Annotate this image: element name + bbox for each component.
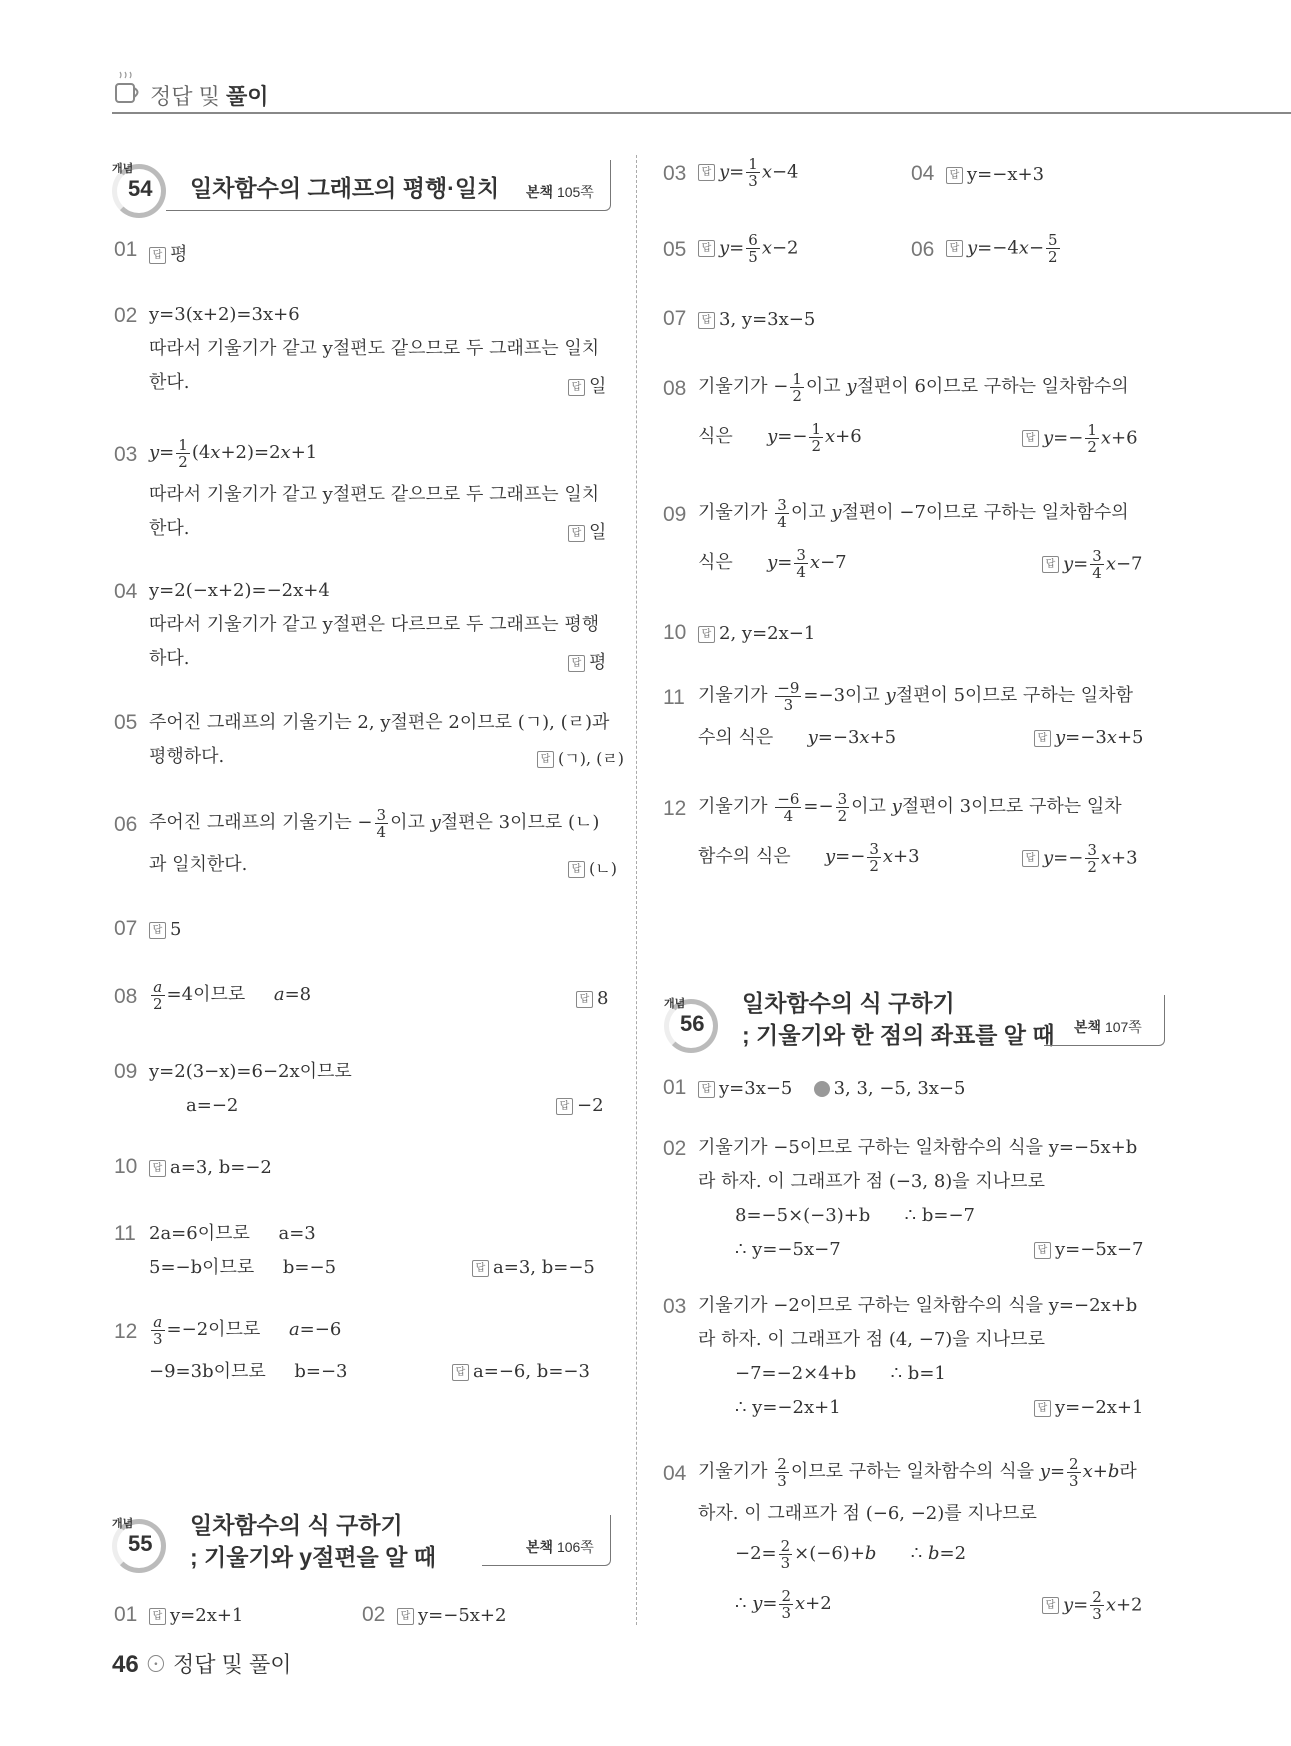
solution-line: −9=3b이므로 b=−3: [149, 1361, 348, 1382]
solution-line: 평행하다.: [149, 746, 225, 767]
answer: 답 y=−3x+5: [1034, 727, 1144, 748]
solution-line: 따라서 기울기가 같고 y절편도 같으므로 두 그래프는 일치: [149, 338, 600, 359]
section-label: 개념: [112, 1518, 134, 1530]
answer: 답 y= $\frac{1}{3}$ x−4: [698, 156, 799, 189]
solution-line: y= $\frac{1}{2}$ (4x+2)=2x+1: [149, 435, 318, 471]
question-number: 11: [663, 686, 685, 709]
question-number: 01: [663, 1076, 687, 1099]
answer: 답 y= $\frac{2}{3}$ x+2: [1042, 1589, 1143, 1622]
question-number: 07: [663, 307, 687, 330]
question-number: 04: [114, 580, 138, 603]
question-number: 10: [663, 621, 687, 644]
question-number: 01: [114, 238, 138, 261]
answer: 답 평: [568, 648, 606, 674]
answer: 답 5: [149, 919, 181, 940]
answer: 답 y=−5x+2: [397, 1605, 506, 1626]
answer: 답 평: [149, 240, 187, 266]
pencil-icon: [814, 1081, 830, 1097]
section-label: 개념: [664, 998, 686, 1010]
question-number: 11: [114, 1222, 136, 1245]
solution-line: 식은 y=− $\frac{1}{2}$ x+6: [698, 419, 862, 455]
section-54-header: [112, 160, 612, 220]
section-55-header: [112, 1512, 612, 1575]
solution-line: ∴ y=−2x+1: [735, 1397, 841, 1418]
answer: 답 y= $\frac{6}{5}$ x−2: [698, 232, 799, 265]
answer: 답 2, y=2x−1: [698, 623, 815, 644]
solution-line: $\frac{a}{2}$ =4이므로 a=8: [153, 977, 312, 1013]
solution-line: 한다.: [149, 372, 190, 393]
solution-line: 주어진 그래프의 기울기는 − $\frac{3}{4}$ 이고 y절편은 3이므로 (ㄴ): [149, 805, 600, 841]
section-subtitle: ; 기울기와 한 점의 좌표를 알 때: [742, 1022, 1055, 1048]
question-number: 03: [114, 443, 138, 466]
answer: 답 y=− $\frac{1}{2}$ x+6: [1022, 422, 1138, 455]
answer: 답 일: [568, 372, 606, 398]
section-rule: [166, 160, 611, 211]
cup-icon: [112, 70, 144, 110]
question-number: 03: [663, 1295, 687, 1318]
question-number: 12: [114, 1320, 138, 1343]
column-divider: [636, 155, 637, 1625]
answer: 답 a=3, b=−5: [472, 1257, 595, 1278]
solution-line: ∴ y= $\frac{2}{3}$ x+2: [735, 1586, 832, 1622]
section-number: 55: [128, 1531, 153, 1556]
answer: 답 a=3, b=−2: [149, 1157, 272, 1178]
solution-line: 한다.: [149, 518, 190, 539]
solution-line: a=−2: [186, 1095, 239, 1116]
section-56-header: [664, 990, 1164, 1055]
answer: 답 8: [576, 988, 608, 1009]
question-number: 09: [114, 1060, 138, 1083]
answer: 답 y=−x+3: [946, 164, 1044, 185]
section-page-ref: 본책 105쪽: [526, 184, 594, 200]
solution-line: y=2(−x+2)=−2x+4: [149, 580, 330, 601]
section-rule: [1044, 995, 1165, 1046]
answer: 답 −2: [556, 1095, 604, 1116]
solution-line: 5=−b이므로 b=−5: [149, 1257, 337, 1278]
question-number: 06: [911, 238, 935, 261]
section-number: 54: [128, 176, 153, 201]
question-number: 04: [911, 162, 935, 185]
question-number: 01: [114, 1603, 138, 1626]
solution-line: 기울기가 $\frac{3}{4}$ 이고 y절편이 −7이므로 구하는 일차함수의: [698, 495, 1129, 531]
solution-line: 하다.: [149, 648, 190, 669]
question-number: 02: [114, 304, 138, 327]
solution-line: 따라서 기울기가 같고 y절편도 같으므로 두 그래프는 일치: [149, 484, 600, 505]
header-rule: [112, 112, 1291, 114]
question-number: 08: [114, 985, 138, 1008]
solution-line: 기울기가 $\frac{-6}{4}$ =− $\frac{3}{2}$ 이고 y절편이 3이므로 구하는 일차: [698, 789, 1122, 825]
section-title: 일차함수의 식 구하기: [190, 1512, 403, 1538]
answer: 답 (ㄴ): [568, 856, 617, 879]
solution-line: 과 일치한다.: [149, 854, 248, 875]
solution-line: 따라서 기울기가 같고 y절편은 다르므로 두 그래프는 평행: [149, 614, 600, 635]
section-title: 일차함수의 그래프의 평행·일치: [190, 175, 500, 201]
question-number: 06: [114, 813, 138, 836]
section-label: 개념: [112, 163, 134, 175]
question-number: 02: [663, 1137, 687, 1160]
question-number: 07: [114, 917, 138, 940]
solution-line: 하자. 이 그래프가 점 (−6, −2)를 지나므로: [698, 1503, 1037, 1524]
answer: 답 y= $\frac{3}{4}$ x−7: [1042, 548, 1143, 581]
solution-line: 2a=6이므로 a=3: [149, 1223, 316, 1244]
solution-line: 8=−5×(−3)+b ∴ b=−7: [735, 1205, 975, 1226]
header-title: 정답 및 풀이: [150, 84, 269, 109]
solution-line: y=3(x+2)=3x+6: [149, 304, 300, 325]
answer: 답 (ㄱ), (ㄹ): [537, 746, 624, 769]
solution-line: 기울기가 $\frac{2}{3}$ 이므로 구하는 일차함수의 식을 y= $\frac{2}{3}$ x+b라: [698, 1454, 1137, 1490]
answer: 답 y=− $\frac{3}{2}$ x+3: [1022, 842, 1138, 875]
question-number: 05: [114, 711, 138, 734]
question-number: 04: [663, 1462, 687, 1485]
question-number: 08: [663, 377, 687, 400]
answer: 답 y=−5x−7: [1034, 1239, 1143, 1260]
solution-line: 수의 식은 y=−3x+5: [698, 727, 897, 748]
solution-line: 기울기가 − $\frac{1}{2}$ 이고 y절편이 6이므로 구하는 일차함수의: [698, 369, 1129, 405]
solution-line: −2= $\frac{2}{3}$ ×(−6)+b ∴ b=2: [735, 1536, 967, 1572]
answer: 답 일: [568, 518, 606, 544]
question-number: 10: [114, 1155, 138, 1178]
solution-line: 라 하자. 이 그래프가 점 (4, −7)을 지나므로: [698, 1329, 1045, 1350]
solution-line: 주어진 그래프의 기울기는 2, y절편은 2이므로 (ㄱ), (ㄹ)과: [149, 712, 610, 733]
section-title: 일차함수의 식 구하기: [742, 990, 955, 1016]
section-page-ref: 본책 107쪽: [1074, 1019, 1142, 1035]
section-subtitle: ; 기울기와 y절편을 알 때: [190, 1544, 436, 1570]
question-number: 12: [663, 797, 687, 820]
solution-line: 기울기가 −5이므로 구하는 일차함수의 식을 y=−5x+b: [698, 1137, 1138, 1158]
answer: 답 y=−2x+1: [1034, 1397, 1143, 1418]
question-number: 05: [663, 238, 687, 261]
section-number: 56: [680, 1011, 705, 1036]
solution-line: 라 하자. 이 그래프가 점 (−3, 8)을 지나므로: [698, 1171, 1045, 1192]
answer: 답 y=3x−5 3, 3, −5, 3x−5: [698, 1078, 965, 1099]
solution-line: −7=−2×4+b ∴ b=1: [735, 1363, 946, 1384]
solution-line: 기울기가 $\frac{-9}{3}$ =−3이고 y절편이 5이므로 구하는 일차함: [698, 678, 1133, 714]
answer: 답 y=2x+1: [149, 1605, 243, 1626]
solution-line: ∴ y=−5x−7: [735, 1239, 841, 1260]
page-footer: 46 ⊙ 정답 및 풀이: [112, 1651, 292, 1678]
section-page-ref: 본책 106쪽: [526, 1539, 594, 1555]
answer: 답 a=−6, b=−3: [452, 1361, 590, 1382]
solution-line: y=2(3−x)=6−2x이므로: [149, 1061, 352, 1082]
answer: 답 y=−4x− $\frac{5}{2}$: [946, 232, 1062, 265]
question-number: 09: [663, 503, 687, 526]
solution-line: 식은 y= $\frac{3}{4}$ x−7: [698, 545, 847, 581]
question-number: 02: [362, 1603, 386, 1626]
section-rule: [482, 1515, 611, 1566]
solution-line: $\frac{a}{3}$ =−2이므로 a=−6: [153, 1312, 342, 1348]
question-number: 03: [663, 162, 687, 185]
answer: 답 3, y=3x−5: [698, 309, 815, 330]
solution-line: 기울기가 −2이므로 구하는 일차함수의 식을 y=−2x+b: [698, 1295, 1138, 1316]
solution-line: 함수의 식은 y=− $\frac{3}{2}$ x+3: [698, 839, 920, 875]
